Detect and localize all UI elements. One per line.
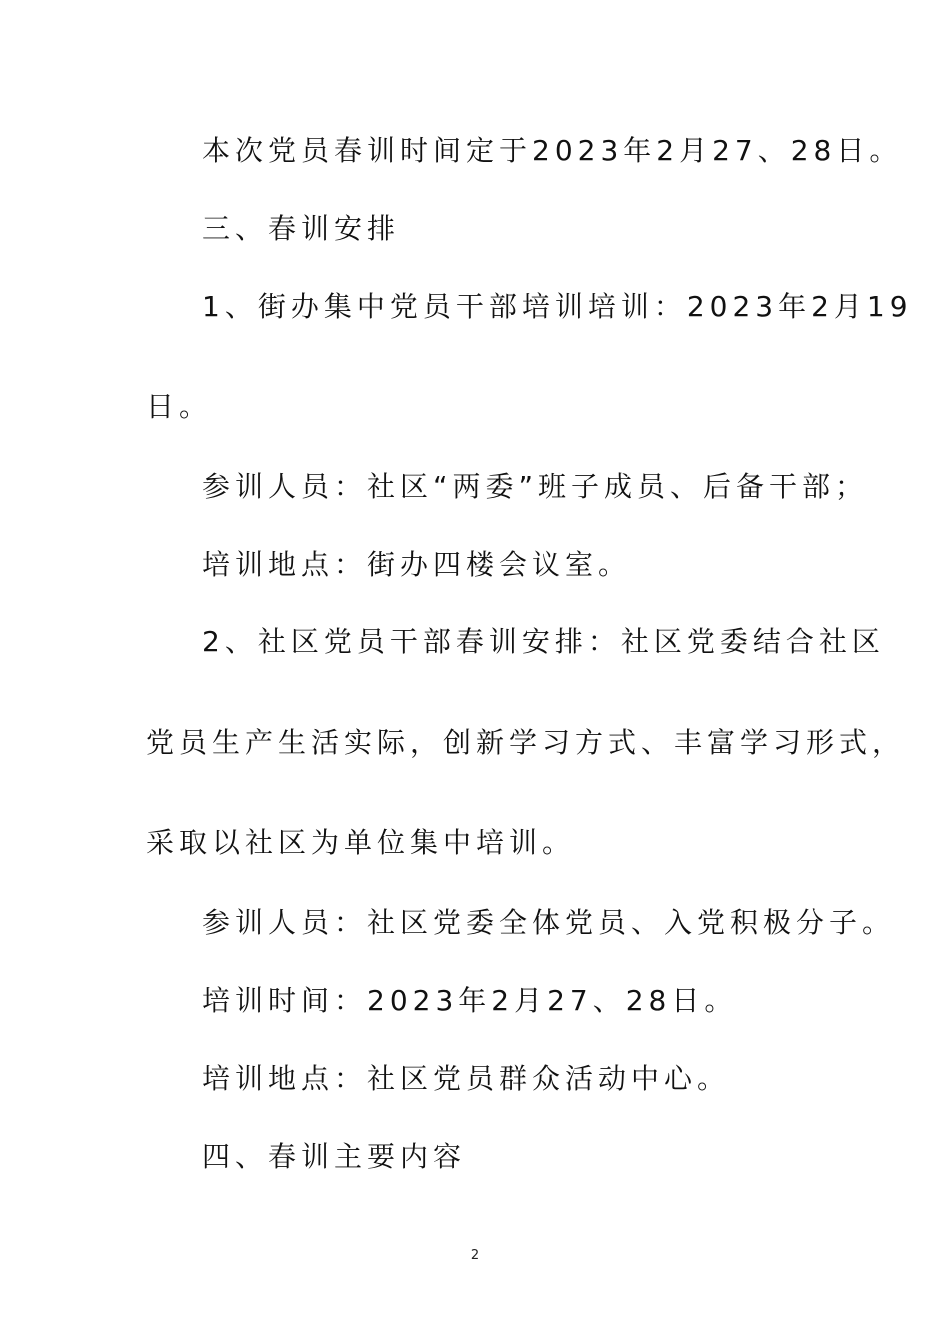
paragraph-line: 培训地点：街办四楼会议室。: [202, 548, 632, 581]
paragraph-line: 党员生产生活实际，创新学习方式、丰富学习形式，: [146, 726, 906, 759]
paragraph-line: 参训人员：社区党委全体党员、入党积极分子。: [202, 906, 896, 939]
paragraph-line: 参训人员：社区“两委”班子成员、后备干部；: [202, 470, 869, 503]
paragraph-line: 培训地点：社区党员群众活动中心。: [202, 1062, 731, 1095]
paragraph-line: 1、街办集中党员干部培训培训：2023年2月19: [202, 290, 913, 323]
paragraph-line: 培训时间：2023年2月27、28日。: [202, 984, 738, 1017]
section-heading: 四、春训主要内容: [202, 1140, 467, 1173]
paragraph-line: 采取以社区为单位集中培训。: [146, 826, 576, 859]
paragraph-line: 2、社区党员干部春训安排：社区党委结合社区: [202, 625, 885, 658]
paragraph-line: 本次党员春训时间定于2023年2月27、28日。: [202, 134, 903, 167]
page-number: 2: [470, 1248, 480, 1263]
paragraph-line: 日。: [146, 390, 213, 423]
section-heading: 三、春训安排: [202, 212, 401, 245]
